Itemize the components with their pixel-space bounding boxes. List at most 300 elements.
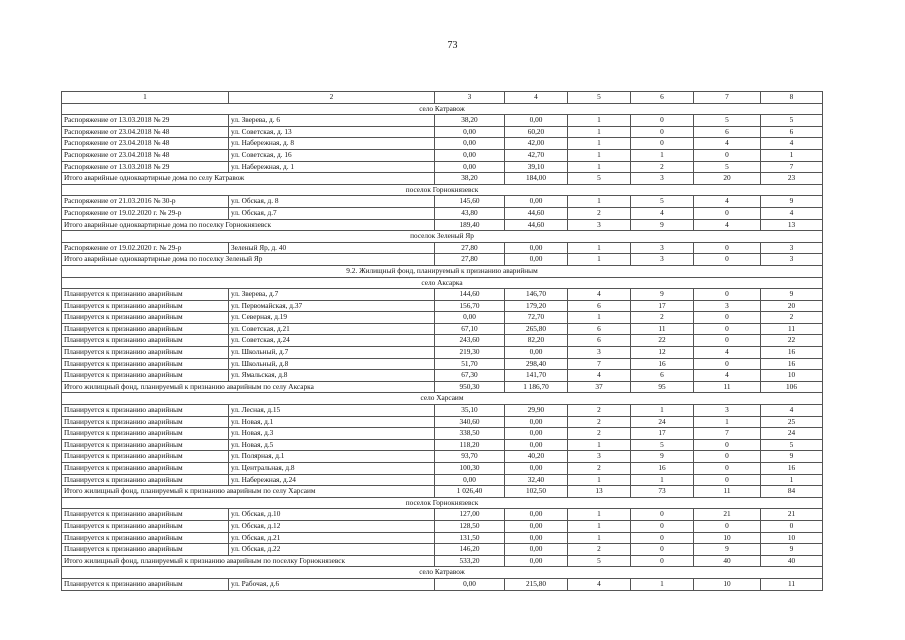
total-cell: 23: [761, 173, 823, 185]
value-cell: 1: [631, 474, 694, 486]
value-cell: 24: [761, 428, 823, 440]
total-row: [62, 254, 823, 266]
address-cell: ул. Центральная, д.8: [229, 463, 435, 475]
total-cell: 38,20: [435, 173, 505, 185]
value-cell: 1: [568, 138, 631, 150]
section-row: [62, 103, 823, 115]
value-cell: 0: [694, 451, 761, 463]
basis-cell: Планируется к признанию аварийным: [62, 439, 229, 451]
table-row: [62, 578, 823, 590]
value-cell: 35,10: [435, 405, 505, 417]
address-cell: ул. Советская, д.24: [229, 335, 435, 347]
value-cell: 6: [761, 126, 823, 138]
value-cell: 6: [568, 300, 631, 312]
address-cell: ул. Северная, д.19: [229, 312, 435, 324]
value-cell: 7: [694, 428, 761, 440]
total-label: Итого аварийные одноквартирные дома по поселку Зеленый Яр: [62, 254, 435, 266]
value-cell: 2: [568, 207, 631, 219]
header-cell: 4: [505, 92, 568, 104]
total-row: [62, 219, 823, 231]
value-cell: 146,70: [505, 289, 568, 301]
value-cell: 1: [568, 474, 631, 486]
value-cell: 1: [568, 115, 631, 127]
total-label: Итого жилищный фонд, планируемый к признанию аварийным по поселку Горнокнязевск: [62, 555, 435, 567]
table-row: [62, 428, 823, 440]
header-cell: 7: [694, 92, 761, 104]
value-cell: 6: [568, 323, 631, 335]
value-cell: 2: [568, 463, 631, 475]
value-cell: 0: [631, 520, 694, 532]
value-cell: 215,80: [505, 578, 568, 590]
value-cell: 16: [631, 463, 694, 475]
address-cell: ул. Школьный, д.7: [229, 347, 435, 359]
value-cell: 0,00: [505, 416, 568, 428]
value-cell: 1: [568, 161, 631, 173]
table-row: [62, 370, 823, 382]
value-cell: 0: [694, 242, 761, 254]
basis-cell: Планируется к признанию аварийным: [62, 323, 229, 335]
total-cell: 95: [631, 381, 694, 393]
address-cell: ул. Лесная, д.15: [229, 405, 435, 417]
value-cell: 0,00: [435, 149, 505, 161]
table-row: [62, 149, 823, 161]
value-cell: 3: [694, 405, 761, 417]
value-cell: 6: [694, 126, 761, 138]
value-cell: 0: [694, 323, 761, 335]
value-cell: 9: [761, 544, 823, 556]
address-cell: ул. Ямальская, д.8: [229, 370, 435, 382]
address-cell: ул. Советская, д. 13: [229, 126, 435, 138]
value-cell: 5: [761, 439, 823, 451]
table-row: [62, 300, 823, 312]
value-cell: 17: [631, 428, 694, 440]
section-row: [62, 231, 823, 243]
basis-cell: Планируется к признанию аварийным: [62, 544, 229, 556]
address-cell: ул. Набережная, д.24: [229, 474, 435, 486]
value-cell: 0,00: [505, 544, 568, 556]
value-cell: 0,00: [435, 138, 505, 150]
value-cell: 5: [631, 439, 694, 451]
total-cell: 1 026,40: [435, 486, 505, 498]
value-cell: 0: [694, 439, 761, 451]
total-label: Итого жилищный фонд, планируемый к признанию аварийным по селу Аксарка: [62, 381, 435, 393]
basis-cell: Планируется к признанию аварийным: [62, 520, 229, 532]
value-cell: 44,60: [505, 207, 568, 219]
basis-cell: Планируется к признанию аварийным: [62, 335, 229, 347]
section-row: [62, 393, 823, 405]
table-row: [62, 358, 823, 370]
value-cell: 42,00: [505, 138, 568, 150]
total-cell: 3: [568, 219, 631, 231]
value-cell: 43,80: [435, 207, 505, 219]
value-cell: 0: [631, 138, 694, 150]
total-cell: 11: [694, 486, 761, 498]
value-cell: 179,20: [505, 300, 568, 312]
basis-cell: Распоряжение от 19.02.2020 г. № 29-р: [62, 242, 229, 254]
total-cell: 0,00: [505, 555, 568, 567]
value-cell: 1: [761, 149, 823, 161]
value-cell: 0,00: [435, 126, 505, 138]
address-cell: ул. Новая, д.3: [229, 428, 435, 440]
basis-cell: Планируется к признанию аварийным: [62, 358, 229, 370]
value-cell: 1: [568, 509, 631, 521]
total-cell: 84: [761, 486, 823, 498]
value-cell: 0,00: [435, 161, 505, 173]
value-cell: 340,60: [435, 416, 505, 428]
total-cell: 20: [694, 173, 761, 185]
table-row: [62, 335, 823, 347]
table-row: [62, 463, 823, 475]
section-title: село Аксарка: [62, 277, 823, 289]
header-cell: 1: [62, 92, 229, 104]
address-cell: Зеленый Яр, д. 40: [229, 242, 435, 254]
section-title: поселок Горнокнязевск: [62, 497, 823, 509]
section-row: [62, 184, 823, 196]
value-cell: 1: [631, 149, 694, 161]
value-cell: 22: [631, 335, 694, 347]
value-cell: 16: [631, 358, 694, 370]
basis-cell: Планируется к признанию аварийным: [62, 370, 229, 382]
value-cell: 128,50: [435, 520, 505, 532]
section-row: [62, 567, 823, 579]
section-row: [62, 277, 823, 289]
basis-cell: Планируется к признанию аварийным: [62, 509, 229, 521]
value-cell: 4: [694, 347, 761, 359]
value-cell: 20: [761, 300, 823, 312]
total-label: Итого жилищный фонд, планируемый к признанию аварийным по селу Харсаим: [62, 486, 435, 498]
table-row: [62, 532, 823, 544]
value-cell: 4: [568, 578, 631, 590]
value-cell: 4: [568, 370, 631, 382]
value-cell: 9: [761, 289, 823, 301]
address-cell: ул. Первомайская, д.37: [229, 300, 435, 312]
value-cell: 9: [761, 196, 823, 208]
address-cell: ул. Полярная, д.1: [229, 451, 435, 463]
value-cell: 1: [568, 126, 631, 138]
value-cell: 32,40: [505, 474, 568, 486]
value-cell: 0,00: [505, 242, 568, 254]
value-cell: 298,40: [505, 358, 568, 370]
total-cell: 0: [631, 555, 694, 567]
basis-cell: Планируется к признанию аварийным: [62, 532, 229, 544]
table-row: [62, 115, 823, 127]
total-cell: 5: [568, 555, 631, 567]
total-cell: 0,00: [505, 254, 568, 266]
value-cell: 0: [694, 463, 761, 475]
section-row: [62, 265, 823, 277]
value-cell: 219,30: [435, 347, 505, 359]
section-title: поселок Горнокнязевск: [62, 184, 823, 196]
value-cell: 1: [694, 416, 761, 428]
value-cell: 0: [694, 149, 761, 161]
section-title: село Катравож: [62, 567, 823, 579]
housing-table: [61, 91, 823, 591]
total-cell: 1: [568, 254, 631, 266]
value-cell: 11: [761, 578, 823, 590]
table-row: [62, 207, 823, 219]
value-cell: 0,00: [505, 509, 568, 521]
basis-cell: Планируется к признанию аварийным: [62, 416, 229, 428]
table-row: [62, 474, 823, 486]
value-cell: 82,20: [505, 335, 568, 347]
address-cell: ул. Школьный, д.8: [229, 358, 435, 370]
value-cell: 2: [761, 312, 823, 324]
table-row: [62, 161, 823, 173]
value-cell: 5: [694, 115, 761, 127]
value-cell: 6: [568, 335, 631, 347]
section-title: село Катравож: [62, 103, 823, 115]
total-cell: 184,00: [505, 173, 568, 185]
total-row: [62, 486, 823, 498]
table-row: [62, 126, 823, 138]
address-cell: ул. Набережная, д. 1: [229, 161, 435, 173]
address-cell: ул. Обская, д. 8: [229, 196, 435, 208]
section-title: 9.2. Жилищный фонд, планируемый к признанию аварийным: [62, 265, 823, 277]
basis-cell: Распоряжение от 21.03.2016 № 30-р: [62, 196, 229, 208]
total-cell: 106: [761, 381, 823, 393]
value-cell: 3: [694, 300, 761, 312]
value-cell: 2: [568, 544, 631, 556]
total-label: Итого аварийные одноквартирные дома по селу Катравож: [62, 173, 435, 185]
total-cell: 533,20: [435, 555, 505, 567]
value-cell: 40,20: [505, 451, 568, 463]
value-cell: 1: [761, 474, 823, 486]
value-cell: 4: [694, 138, 761, 150]
total-cell: 3: [761, 254, 823, 266]
value-cell: 0: [631, 532, 694, 544]
value-cell: 4: [568, 289, 631, 301]
total-cell: 40: [694, 555, 761, 567]
basis-cell: Планируется к признанию аварийным: [62, 428, 229, 440]
value-cell: 0,00: [435, 312, 505, 324]
total-cell: 4: [694, 219, 761, 231]
basis-cell: Планируется к признанию аварийным: [62, 347, 229, 359]
value-cell: 145,60: [435, 196, 505, 208]
address-cell: ул. Советская, д.21: [229, 323, 435, 335]
total-cell: 44,60: [505, 219, 568, 231]
value-cell: 16: [761, 463, 823, 475]
value-cell: 144,60: [435, 289, 505, 301]
value-cell: 72,70: [505, 312, 568, 324]
value-cell: 2: [631, 161, 694, 173]
section-row: [62, 497, 823, 509]
value-cell: 0,00: [505, 196, 568, 208]
header-cell: 2: [229, 92, 435, 104]
basis-cell: Распоряжение от 13.03.2018 № 29: [62, 115, 229, 127]
basis-cell: Распоряжение от 13.03.2018 № 29: [62, 161, 229, 173]
total-row: [62, 381, 823, 393]
value-cell: 0,00: [505, 347, 568, 359]
value-cell: 265,80: [505, 323, 568, 335]
total-cell: 102,50: [505, 486, 568, 498]
total-cell: 9: [631, 219, 694, 231]
value-cell: 5: [694, 161, 761, 173]
basis-cell: Планируется к признанию аварийным: [62, 289, 229, 301]
table-row: [62, 347, 823, 359]
value-cell: 9: [761, 451, 823, 463]
address-cell: ул. Новая, д.1: [229, 416, 435, 428]
basis-cell: Планируется к признанию аварийным: [62, 300, 229, 312]
table-row: [62, 509, 823, 521]
basis-cell: Распоряжение от 23.04.2018 № 48: [62, 149, 229, 161]
value-cell: 0: [631, 544, 694, 556]
value-cell: 0: [694, 520, 761, 532]
table-row: [62, 138, 823, 150]
value-cell: 0: [631, 126, 694, 138]
value-cell: 17: [631, 300, 694, 312]
value-cell: 4: [761, 138, 823, 150]
value-cell: 0: [694, 335, 761, 347]
value-cell: 39,10: [505, 161, 568, 173]
value-cell: 1: [631, 578, 694, 590]
address-cell: ул. Обская, д.21: [229, 532, 435, 544]
value-cell: 0,00: [435, 474, 505, 486]
total-cell: 13: [761, 219, 823, 231]
value-cell: 156,70: [435, 300, 505, 312]
value-cell: 60,20: [505, 126, 568, 138]
basis-cell: Планируется к признанию аварийным: [62, 463, 229, 475]
table-row: [62, 439, 823, 451]
value-cell: 42,70: [505, 149, 568, 161]
address-cell: ул. Новая, д.5: [229, 439, 435, 451]
total-cell: 3: [631, 173, 694, 185]
value-cell: 12: [631, 347, 694, 359]
address-cell: ул. Рабочая, д.6: [229, 578, 435, 590]
page-number: 73: [447, 40, 458, 51]
value-cell: 4: [631, 207, 694, 219]
value-cell: 0: [631, 115, 694, 127]
address-cell: ул. Обская, д.10: [229, 509, 435, 521]
value-cell: 2: [568, 416, 631, 428]
table-row: [62, 451, 823, 463]
value-cell: 27,80: [435, 242, 505, 254]
table-row: [62, 405, 823, 417]
basis-cell: Планируется к признанию аварийным: [62, 578, 229, 590]
table-row: [62, 196, 823, 208]
table-row: [62, 289, 823, 301]
section-title: село Харсаим: [62, 393, 823, 405]
value-cell: 0,00: [505, 115, 568, 127]
value-cell: 146,20: [435, 544, 505, 556]
value-cell: 16: [761, 358, 823, 370]
value-cell: 1: [568, 149, 631, 161]
total-cell: 27,80: [435, 254, 505, 266]
header-cell: 8: [761, 92, 823, 104]
address-cell: ул. Обская, д.12: [229, 520, 435, 532]
value-cell: 7: [761, 161, 823, 173]
value-cell: 0: [694, 312, 761, 324]
total-cell: 950,30: [435, 381, 505, 393]
value-cell: 0: [694, 207, 761, 219]
value-cell: 9: [694, 544, 761, 556]
header-cell: 5: [568, 92, 631, 104]
value-cell: 0: [694, 289, 761, 301]
value-cell: 2: [568, 405, 631, 417]
value-cell: 10: [694, 578, 761, 590]
value-cell: 2: [568, 428, 631, 440]
header-cell: 6: [631, 92, 694, 104]
value-cell: 4: [694, 196, 761, 208]
value-cell: 16: [761, 347, 823, 359]
value-cell: 29,90: [505, 405, 568, 417]
total-cell: 37: [568, 381, 631, 393]
value-cell: 1: [568, 312, 631, 324]
value-cell: 3: [568, 347, 631, 359]
total-cell: 13: [568, 486, 631, 498]
value-cell: 67,30: [435, 370, 505, 382]
value-cell: 4: [761, 405, 823, 417]
value-cell: 0,00: [435, 578, 505, 590]
value-cell: 131,50: [435, 532, 505, 544]
value-cell: 9: [631, 289, 694, 301]
basis-cell: Распоряжение от 19.02.2020 г. № 29-р: [62, 207, 229, 219]
value-cell: 0: [694, 358, 761, 370]
value-cell: 93,70: [435, 451, 505, 463]
value-cell: 338,50: [435, 428, 505, 440]
value-cell: 1: [568, 196, 631, 208]
value-cell: 7: [568, 358, 631, 370]
table-row: [62, 544, 823, 556]
total-label: Итого аварийные одноквартирные дома по поселку Горнокнязевск: [62, 219, 435, 231]
value-cell: 11: [631, 323, 694, 335]
value-cell: 100,30: [435, 463, 505, 475]
value-cell: 0: [694, 474, 761, 486]
value-cell: 0,00: [505, 520, 568, 532]
value-cell: 10: [694, 532, 761, 544]
table-row: [62, 416, 823, 428]
value-cell: 9: [631, 451, 694, 463]
address-cell: ул. Обская, д.22: [229, 544, 435, 556]
address-cell: ул. Обская, д.7: [229, 207, 435, 219]
value-cell: 141,70: [505, 370, 568, 382]
value-cell: 1: [631, 405, 694, 417]
value-cell: 1: [568, 439, 631, 451]
section-title: поселок Зеленый Яр: [62, 231, 823, 243]
table-row: [62, 520, 823, 532]
value-cell: 1: [568, 532, 631, 544]
value-cell: 0: [761, 520, 823, 532]
table-row: [62, 312, 823, 324]
total-row: [62, 555, 823, 567]
basis-cell: Распоряжение от 23.04.2018 № 48: [62, 126, 229, 138]
address-cell: ул. Зверева, д. 6: [229, 115, 435, 127]
total-cell: 5: [568, 173, 631, 185]
value-cell: 10: [761, 532, 823, 544]
value-cell: 24: [631, 416, 694, 428]
value-cell: 4: [761, 207, 823, 219]
total-cell: 1 186,70: [505, 381, 568, 393]
value-cell: 0,00: [505, 532, 568, 544]
value-cell: 1: [568, 242, 631, 254]
value-cell: 6: [631, 370, 694, 382]
value-cell: 25: [761, 416, 823, 428]
total-row: [62, 173, 823, 185]
value-cell: 3: [631, 242, 694, 254]
table-row: [62, 242, 823, 254]
value-cell: 0: [631, 509, 694, 521]
value-cell: 1: [568, 520, 631, 532]
value-cell: 0,00: [505, 463, 568, 475]
value-cell: 0,00: [505, 428, 568, 440]
value-cell: 21: [694, 509, 761, 521]
value-cell: 11: [761, 323, 823, 335]
value-cell: 10: [761, 370, 823, 382]
total-cell: 11: [694, 381, 761, 393]
table-row: [62, 323, 823, 335]
basis-cell: Планируется к признанию аварийным: [62, 451, 229, 463]
header-cell: 3: [435, 92, 505, 104]
value-cell: 3: [761, 242, 823, 254]
